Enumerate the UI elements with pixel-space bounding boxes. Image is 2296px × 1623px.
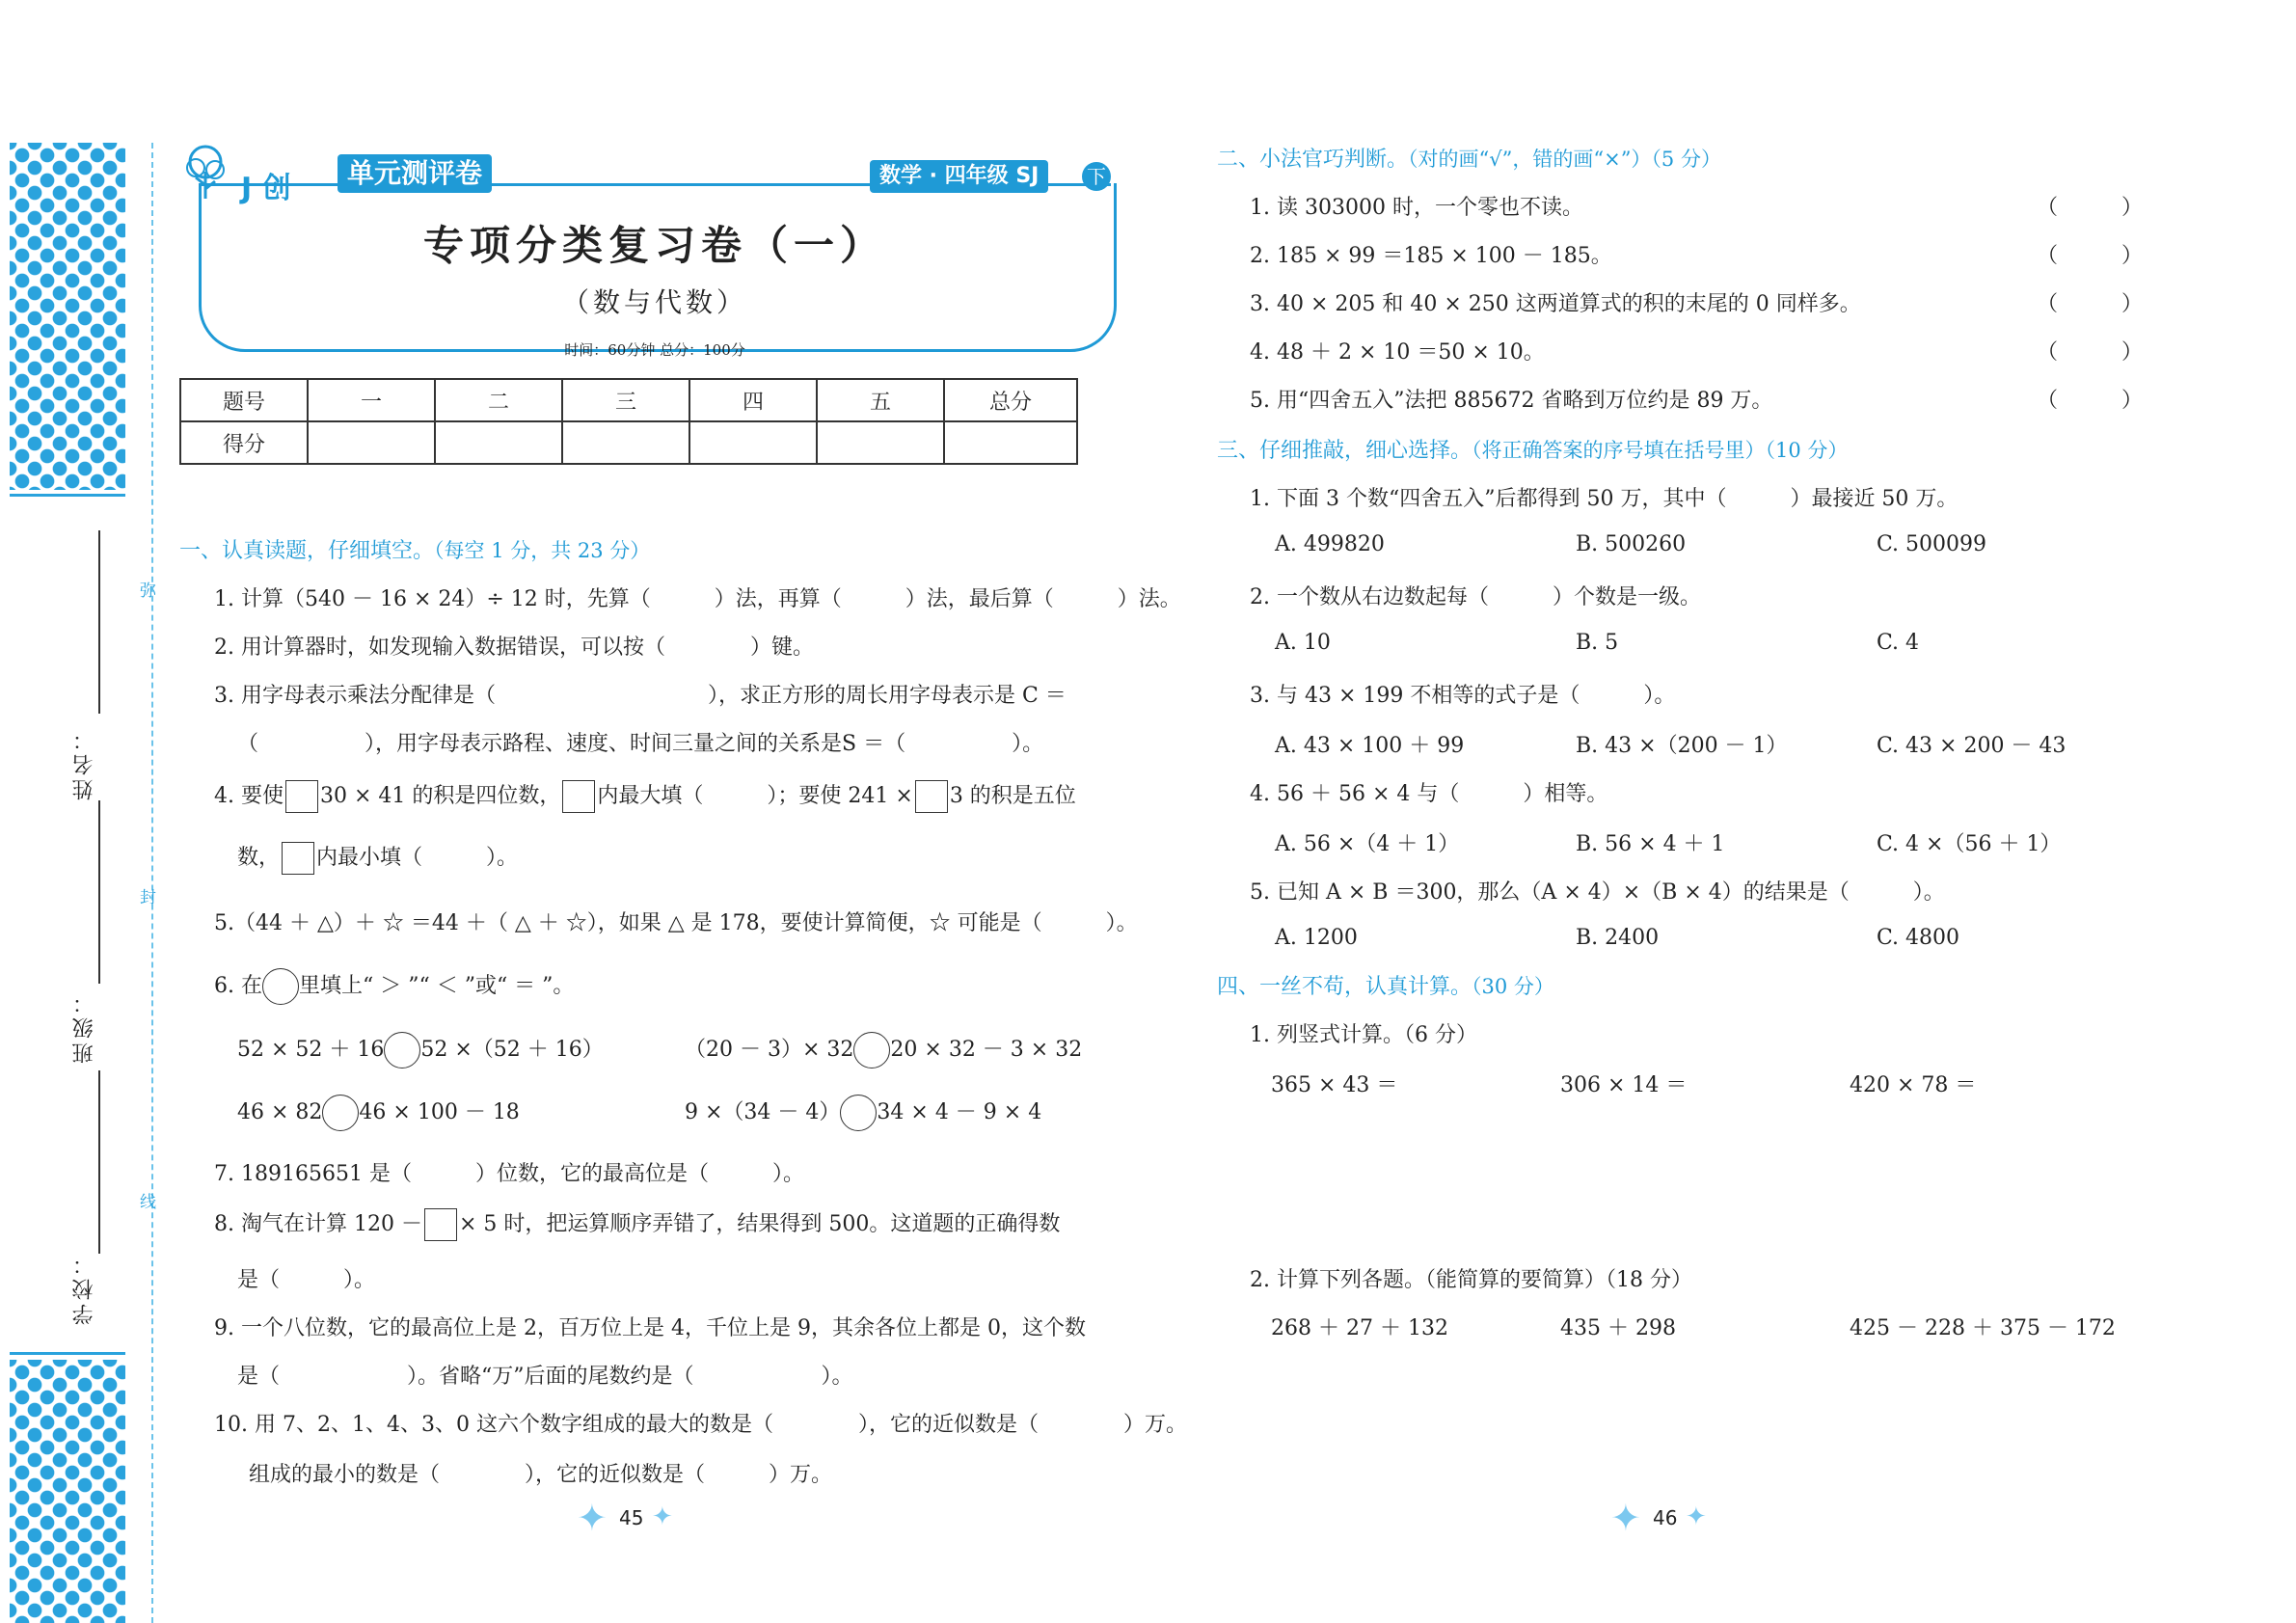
compare-left: 9 ×（34 － 4）: [685, 1100, 841, 1124]
score-header-cell: 二: [435, 379, 562, 421]
class-underline[interactable]: [98, 800, 100, 984]
series-label: 单元测评卷: [338, 154, 492, 193]
score-cell[interactable]: [689, 421, 817, 464]
s1-q6-item: [237, 1095, 520, 1131]
section2-note: （对的画“√”，错的画“×”）（5 分）: [1408, 148, 1721, 171]
s1-q4-text: 30 × 41 的积是四位数，: [319, 784, 561, 808]
section3-heading: [1217, 434, 1848, 464]
page-title: 专项分类复习卷（一）: [422, 222, 886, 269]
s1-q6-item: [237, 1032, 604, 1068]
s3-question: 5. 已知 A × B ＝300，那么（A × 4）×（B × 4）的结果是（ ）。: [1250, 880, 1945, 905]
compare-circle[interactable]: [384, 1032, 420, 1068]
compare-circle[interactable]: [322, 1095, 359, 1131]
s1-q6-item: [685, 1095, 1041, 1131]
score-header-cell: 五: [817, 379, 944, 421]
s3-question: 3. 与 43 × 199 不相等的式子是（ ）。: [1250, 684, 1676, 708]
s1-q3-line1: 3. 用字母表示乘法分配律是（ ），求正方形的周长用字母表示是 C ＝: [214, 684, 1067, 708]
s3-option[interactable]: C. 4 ×（56 ＋ 1）: [1877, 832, 2062, 856]
compare-circle[interactable]: [840, 1095, 877, 1131]
compare-left: 46 × 82: [237, 1100, 323, 1124]
s1-q6-text: 6. 在: [214, 974, 262, 998]
decorative-pattern-bottom: [10, 1360, 125, 1623]
section2-heading: [1217, 143, 1721, 173]
s1-q3-line2: （ ），用字母表示路程、速度、时间三量之间的关系是S ＝（ ）。: [237, 732, 1044, 756]
compare-circle[interactable]: [853, 1032, 890, 1068]
score-row-label: 得分: [180, 421, 308, 464]
s1-q9-line1: 9. 一个八位数，它的最高位上是 2，百万位上是 4，千位上是 9，其余各位上都是 0，这个数: [214, 1316, 1086, 1340]
section4-title: 四、一丝不苟，认真计算。: [1217, 975, 1472, 999]
s4-q2-item: 268 ＋ 27 ＋ 132: [1271, 1316, 1448, 1340]
score-header-row: [180, 379, 1077, 421]
s1-q6-text: 里填上“ ＞ ”“ ＜ ”或“ ＝ ”。: [298, 974, 575, 998]
answer-box[interactable]: [282, 842, 314, 875]
s4-q1-item: 365 × 43 ＝: [1271, 1073, 1398, 1097]
score-table: [179, 378, 1078, 465]
answer-box[interactable]: [562, 780, 595, 813]
tree-logo-icon: [176, 143, 230, 201]
s3-option[interactable]: A. 56 ×（4 ＋ 1）: [1275, 832, 1460, 856]
class-label: 班级：: [72, 988, 96, 1064]
s1-q4-text: 3 的积是五位: [949, 784, 1076, 808]
star-icon: ✦: [1610, 1497, 1641, 1539]
s2-item: 3. 40 × 205 和 40 × 250 这两道算式的积的末尾的 0 同样多。: [1250, 292, 1861, 316]
s1-q1: 1. 计算（540 － 16 × 24）÷ 12 时，先算（ ）法，再算（ ）法，最后算（ ）法。: [214, 587, 1181, 611]
s3-option[interactable]: A. 1200: [1275, 926, 1358, 950]
score-cell[interactable]: [308, 421, 435, 464]
judge-paren[interactable]: （ ）: [2037, 389, 2144, 413]
s1-q4-text: 内最大填（ ）；要使 241 ×: [597, 784, 913, 808]
term-badge: 下: [1082, 162, 1111, 191]
page-number-left: 45: [619, 1506, 644, 1529]
compare-left: （20 － 3）× 32: [685, 1038, 854, 1062]
answer-box[interactable]: [424, 1208, 457, 1241]
s3-option[interactable]: A. 499820: [1275, 532, 1385, 556]
s1-q4-text: 数，: [237, 846, 281, 870]
page-subtitle: （数与代数）: [561, 286, 747, 318]
s4-q1-item: 306 × 14 ＝: [1560, 1073, 1688, 1097]
s1-q4-text: 内最小填（ ）。: [316, 846, 519, 870]
compare-right: 46 × 100 － 18: [359, 1100, 520, 1124]
time-info: 时间：60分钟 总分：100分: [564, 341, 745, 359]
page-number-right: 46: [1653, 1506, 1678, 1529]
fold-mark-mi: 弥: [140, 582, 156, 601]
s1-q8-line1: [214, 1207, 1060, 1241]
score-header-cell: 总分: [944, 379, 1077, 421]
score-cell[interactable]: [562, 421, 689, 464]
s1-q5: 5.（44 ＋ △）＋ ☆ ＝44 ＋（ △ ＋ ☆），如果 △ 是 178，要使计算简便，☆ 可能是（ ）。: [214, 911, 1138, 935]
s3-option[interactable]: C. 43 × 200 － 43: [1877, 734, 2066, 758]
section1-title: 一、认真读题，仔细填空。: [179, 539, 435, 563]
section1-note: （每空 1 分，共 23 分）: [434, 539, 651, 562]
s3-question: 1. 下面 3 个数“四舍五入”后都得到 50 万，其中（ ）最接近 50 万。: [1250, 487, 1958, 511]
compare-left: 52 × 52 ＋ 16: [237, 1038, 385, 1062]
score-header-cell: 一: [308, 379, 435, 421]
s1-q10-line1: 10. 用 7、2、1、4、3、0 这六个数字组成的最大的数是（ ），它的近似数是（ ）万。: [214, 1413, 1187, 1437]
section3-title: 三、仔细推敲，细心选择。: [1217, 439, 1472, 463]
s4-q1-title: 1. 列竖式计算。（6 分）: [1250, 1023, 1477, 1047]
compare-right: 52 ×（52 ＋ 16）: [420, 1038, 604, 1062]
judge-paren[interactable]: （ ）: [2037, 244, 2144, 268]
school-underline[interactable]: [98, 1070, 100, 1254]
s1-q10-line2: 组成的最小的数是（ ），它的近似数是（ ）万。: [249, 1463, 833, 1487]
score-header-cell: 三: [562, 379, 689, 421]
binding-divider-bottom: [10, 1352, 125, 1355]
name-label: 姓名：: [72, 725, 96, 800]
judge-paren[interactable]: （ ）: [2037, 196, 2144, 220]
s3-option[interactable]: C. 4800: [1877, 926, 1960, 950]
star-icon: ✦: [577, 1497, 608, 1539]
star-icon: ✦: [652, 1502, 673, 1531]
s1-q4-line2: [237, 841, 518, 875]
s1-q8-text: × 5 时，把运算顺序弄错了，结果得到 500。这道题的正确得数: [458, 1212, 1061, 1236]
score-header-cell: 题号: [180, 379, 308, 421]
s1-q4-line1: [214, 779, 1076, 813]
s1-q6-item: [685, 1032, 1082, 1068]
s3-option[interactable]: B. 2400: [1576, 926, 1660, 950]
school-label: 学校：: [72, 1250, 96, 1325]
s2-item: 1. 读 303000 时，一个零也不读。: [1250, 196, 1583, 220]
s3-option[interactable]: A. 43 × 100 ＋ 99: [1275, 734, 1465, 758]
s3-option[interactable]: B. 56 × 4 ＋ 1: [1576, 832, 1725, 856]
score-cell[interactable]: [944, 421, 1077, 464]
section4-heading: [1217, 970, 1554, 1000]
s2-item: 2. 185 × 99 ＝185 × 100 － 185。: [1250, 244, 1612, 268]
s1-q4-text: 4. 要使: [214, 784, 284, 808]
s3-question: 2. 一个数从右边数起每（ ）个数是一级。: [1250, 585, 1701, 609]
score-header-cell: 四: [689, 379, 817, 421]
answer-box[interactable]: [915, 780, 948, 813]
fold-mark-xian: 线: [140, 1193, 156, 1212]
star-icon: ✦: [1686, 1502, 1707, 1531]
name-underline[interactable]: [98, 530, 100, 714]
s3-option[interactable]: B. 43 ×（200 － 1）: [1576, 734, 1788, 758]
s3-option[interactable]: B. 5: [1576, 631, 1619, 655]
fold-mark-feng: 封: [140, 888, 156, 907]
score-input-row: [180, 421, 1077, 464]
s1-q8-text: 8. 淘气在计算 120 －: [214, 1212, 422, 1236]
answer-box[interactable]: [285, 780, 318, 813]
s4-q1-item: 420 × 78 ＝: [1850, 1073, 1977, 1097]
s1-q8-line2: 是（ ）。: [237, 1268, 376, 1292]
section4-note: （30 分）: [1472, 975, 1554, 998]
s3-option[interactable]: C. 4: [1877, 631, 1920, 655]
s3-option[interactable]: A. 10: [1275, 631, 1331, 655]
judge-paren[interactable]: （ ）: [2037, 340, 2144, 365]
compare-right: 20 × 32 － 3 × 32: [890, 1038, 1083, 1062]
s1-q9-line2: 是（ ）。省略“万”后面的尾数约是（ ）。: [237, 1365, 853, 1389]
judge-paren[interactable]: （ ）: [2037, 292, 2144, 316]
score-cell[interactable]: [435, 421, 562, 464]
score-cell[interactable]: [817, 421, 944, 464]
s4-q2-title: 2. 计算下列各题。（能简算的要简算）（18 分）: [1250, 1268, 1692, 1292]
section2-title: 二、小法官巧判断。: [1217, 148, 1409, 172]
section3-note: （将正确答案的序号填在括号里）（10 分）: [1472, 439, 1849, 462]
subject-label: 数学 · 四年级 SJ: [870, 160, 1048, 193]
s4-q2-item: 435 ＋ 298: [1560, 1316, 1676, 1340]
section1-heading: [179, 534, 650, 564]
compare-right: 34 × 4 － 9 × 4: [877, 1100, 1042, 1124]
s2-item: 4. 48 ＋ 2 × 10 ＝50 × 10。: [1250, 340, 1545, 365]
s1-q7: 7. 189165651 是（ ）位数，它的最高位是（ ）。: [214, 1162, 804, 1186]
s1-q2: 2. 用计算器时，如发现输入数据错误，可以按（ ）键。: [214, 636, 814, 660]
s1-q6: [214, 968, 574, 1005]
s2-item: 5. 用“四舍五入”法把 885672 省略到万位约是 89 万。: [1250, 389, 1773, 413]
s4-q2-item: 425 － 228 ＋ 375 － 172: [1850, 1316, 2116, 1340]
brand-logo: J 创: [241, 172, 291, 205]
compare-circle[interactable]: [262, 968, 299, 1005]
binding-divider-top: [10, 494, 125, 497]
s3-question: 4. 56 ＋ 56 × 4 与（ ）相等。: [1250, 782, 1608, 806]
s3-option[interactable]: C. 500099: [1877, 532, 1987, 556]
decorative-pattern-top: [10, 143, 125, 490]
s3-option[interactable]: B. 500260: [1576, 532, 1687, 556]
